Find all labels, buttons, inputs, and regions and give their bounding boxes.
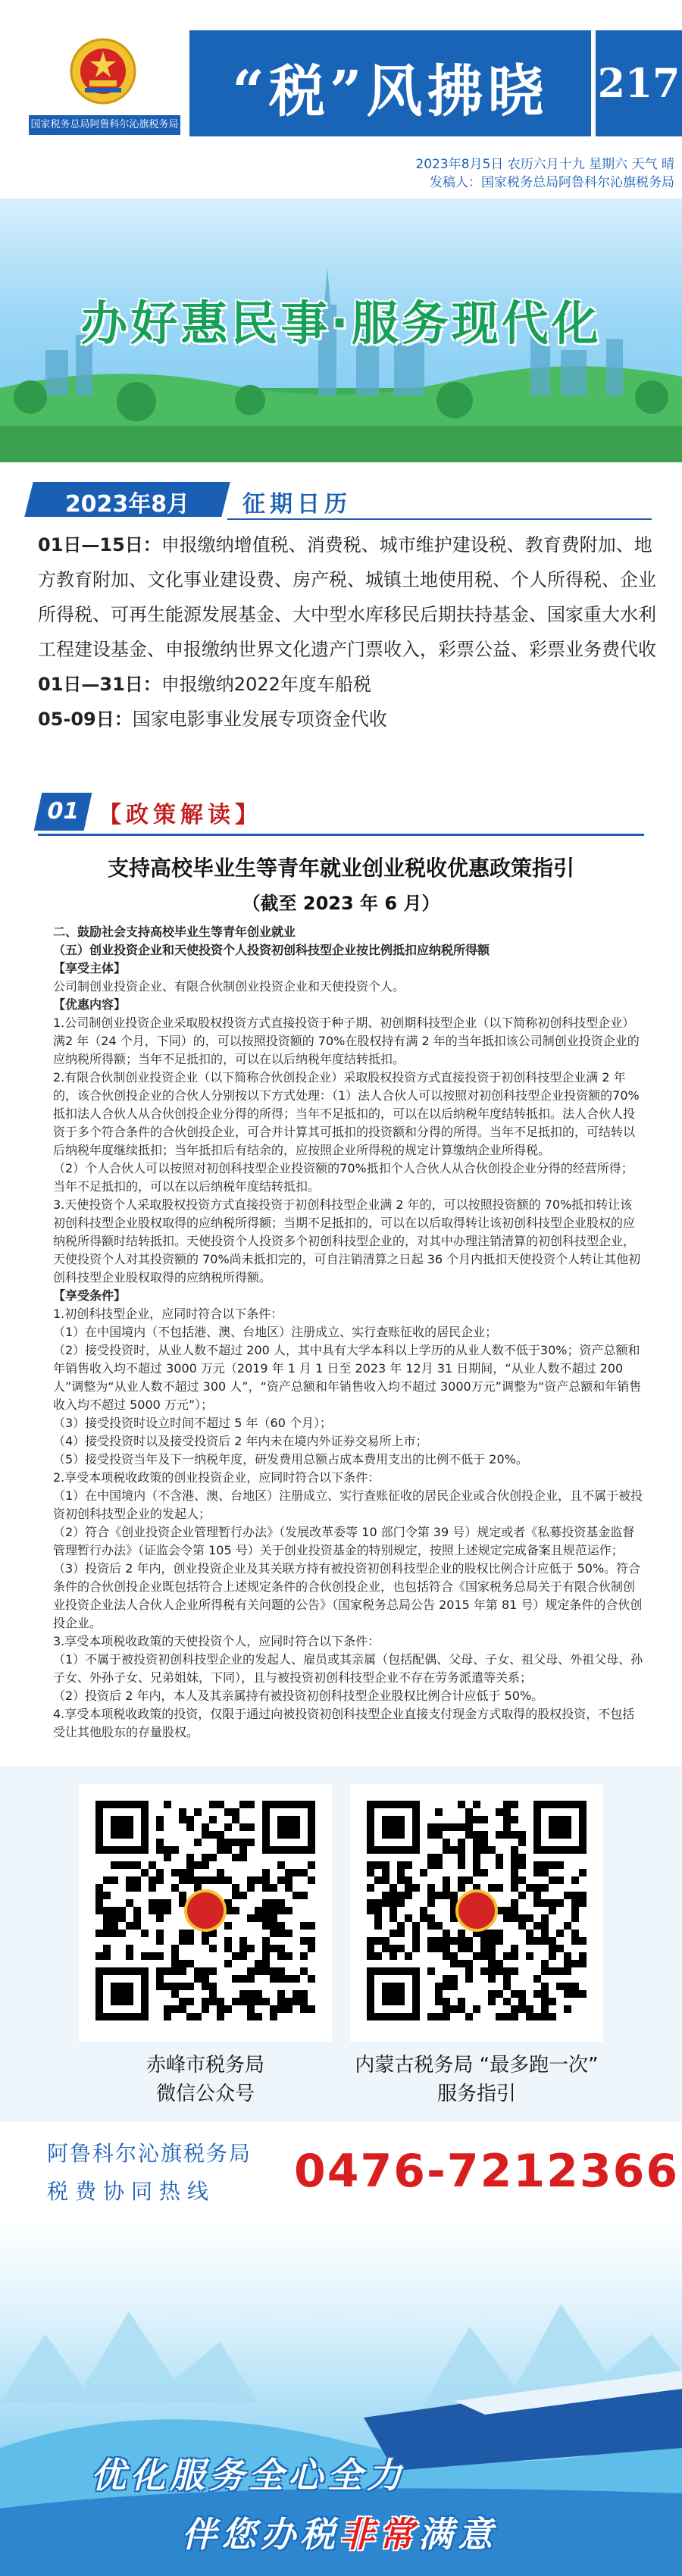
- calendar-divider: [227, 518, 652, 520]
- calendar-item-text: 申报缴纳增值税、消费税、城市维护建设税、教育费附加、地方教育附加、文化事业建设费、房产税、城镇土地使用税、个人所得税、企业所得税、可再生能源发展基金、大中型水库移民后期扶持基金、国家重大水利工程建设基金、申报缴纳世界文化遗产门票收入，彩票公益、彩票业务费代收: [38, 534, 656, 660]
- banner: [0, 199, 682, 462]
- section-divider: [38, 834, 644, 836]
- slogan-part-highlight: 非常: [339, 2514, 418, 2555]
- doc-paragraph: （2）符合《创业投资企业管理暂行办法》（发展改革委等 10 部门令第 39 号）规定或者《私募投资基金监督管理暂行办法》（证监会令第 105 号）关于创业投资基金的特别规定，按照上述规定完成备案且规范运作；: [53, 1525, 635, 1557]
- banner-slogan: 办好惠民事·服务现代化: [80, 296, 602, 351]
- doc-heading: 二、鼓励社会支持高校毕业生等青年创业就业: [53, 925, 296, 939]
- calendar-item-text: 国家电影事业发展专项资金代收: [132, 709, 387, 730]
- calendar-title: 征期日历: [242, 491, 352, 518]
- slogan-part: 满意: [418, 2514, 497, 2555]
- qr-caption-line: 服务指引: [436, 2083, 516, 2105]
- doc-paragraph: （4）接受投资时以及接受投资后 2 年内未在境内外证券交易所上市；: [53, 1434, 428, 1448]
- title-box: [189, 30, 591, 136]
- doc-paragraph: 2.有限合伙制创业投资企业（以下简称合伙创投企业）采取股权投资方式直接投资于初创科技型企业满 2 年的，该合伙创投企业的合伙人分别按以下方式处理：（1）法人合伙人可以按照对初创科技型企业投资额的70%抵扣法人合伙人从合伙创投企业分得的所得；当年不足抵扣的，可以在以后纳税年度结转抵扣。法人合伙人投资于多个符合条件的合伙创投企业，可合并计算其可抵扣的投资额和分得的所得。当年不足抵扣的，可结转以后纳税年度继续抵扣；当年抵扣后有结余的，应按照企业所得税的规定计算缴纳企业所得税。: [53, 1070, 640, 1157]
- doc-heading: 【优惠内容】: [53, 997, 127, 1012]
- doc-paragraph: （2）投资后 2 年内，本人及其亲属持有被投资初创科技型企业股权比例合计应低于 50%。: [53, 1689, 544, 1703]
- qr-code-wechat[interactable]: [79, 1784, 332, 2042]
- doc-heading: 【享受主体】: [53, 961, 127, 975]
- doc-paragraph: 1.初创科技型企业，应同时符合以下条件：: [53, 1307, 283, 1321]
- qr-caption-line: 赤峰市税务局: [145, 2054, 264, 2077]
- hotline-phone[interactable]: 0476-7212366: [294, 2145, 680, 2198]
- newsletter-title: “税”风拂晓: [232, 59, 549, 124]
- qr-code-service-guide[interactable]: [350, 1784, 603, 2042]
- doc-paragraph: （5）接受投资当年及下一纳税年度，研发费用总额占成本费用支出的比例不低于 20%。: [53, 1452, 528, 1466]
- org-band: 国家税务总局阿鲁科尔沁旗税务局: [29, 115, 180, 135]
- doc-paragraph: （1）在中国境内（不包括港、澳、台地区）注册成立、实行查账征收的居民企业；: [53, 1325, 498, 1339]
- doc-paragraph: （3）接受投资时设立时间不超过 5 年（60 个月）；: [53, 1416, 332, 1430]
- doc-paragraph: （2）接受投资时，从业人数不超过 200 人，其中具有大学本科以上学历的从业人数不低于30%；资产总额和年销售收入均不超过 3000 万元（2019 年 1 月 1 日至 2023 年 12月 31 日期间，“从业人数不超过 200 人”调整为“从业人数不超过 300 人”，“资产总额和年销售收入均不超过 3000万元”调整为“资产总额和年销售收入均不超过 5000 万元”）；: [53, 1343, 642, 1412]
- qr-caption-line: 内蒙古税务局 “最多跑一次”: [355, 2054, 599, 2077]
- footer-slogan-2: [182, 2507, 497, 2557]
- doc-heading: （五）创业投资企业和天使投资个人投资初创科技型企业按比例抵扣应纳税所得额: [53, 943, 490, 957]
- issue-box: [596, 30, 682, 136]
- calendar-item: [38, 527, 659, 667]
- publisher-line: 发稿人：国家税务总局阿鲁科尔沁旗税务局: [430, 175, 674, 190]
- doc-heading: 【享受条件】: [53, 1288, 127, 1303]
- qr-caption-wechat: [79, 2051, 332, 2108]
- issue-number: 217: [597, 61, 680, 107]
- section-title: 【政策解读】: [99, 802, 262, 828]
- qr-code-icon: [79, 1784, 332, 2042]
- doc-subtitle: （截至 2023 年 6 月）: [242, 893, 440, 914]
- date-line: 2023年8月5日 农历六月十九 星期六 天气 晴: [415, 157, 674, 172]
- calendar-item: [38, 702, 659, 737]
- doc-paragraph: 3.享受本项税收政策的天使投资个人，应同时符合以下条件：: [53, 1634, 380, 1648]
- calendar-item: [38, 667, 659, 702]
- doc-paragraph: （1）在中国境内（不含港、澳、台地区）注册成立、实行查账征收的居民企业或合伙创投企业，且不属于被投资初创科技型企业的发起人；: [53, 1488, 643, 1521]
- calendar-month: 2023年8月: [64, 491, 190, 518]
- doc-paragraph: （1）不属于被投资初创科技型企业的发起人、雇员或其亲属（包括配偶、父母、子女、祖父母、外祖父母、孙子女、外孙子女、兄弟姐妹，下同），且与被投资初创科技型企业不存在劳务派遣等关系；: [53, 1652, 643, 1685]
- doc-paragraph: 2.享受本项税收政策的创业投资企业，应同时符合以下条件：: [53, 1470, 380, 1485]
- doc-paragraph: 公司制创业投资企业、有限合伙制创业投资企业和天使投资个人。: [53, 979, 405, 994]
- calendar-item-text: 申报缴纳2022年度车船税: [161, 674, 371, 695]
- slogan-part: 伴您办税: [182, 2514, 339, 2555]
- qr-caption-line: 微信公众号: [155, 2083, 255, 2105]
- footer-slogan-1: 优化服务全心全力: [91, 2455, 406, 2496]
- hotline-label: 税费协同热线: [47, 2179, 216, 2204]
- doc-title: 支持高校毕业生等青年就业创业税收优惠政策指引: [107, 856, 574, 881]
- doc-paragraph: （2）个人合伙人可以按照对初创科技型企业投资额的70%抵扣个人合伙人从合伙创投企业分得的经营所得；当年不足抵扣的，可以在以后纳税年度结转抵扣。: [53, 1161, 634, 1194]
- section-number: 01: [34, 793, 92, 831]
- qr-caption-service-guide: [350, 2051, 603, 2108]
- doc-paragraph: （3）投资后 2 年内，创业投资企业及其关联方持有被投资初创科技型企业的股权比例合计应低于 50%。符合条件的合伙创投企业既包括符合上述规定条件的合伙创投企业，也包括符合《国家税务总局关于有限合伙制创业投资企业法人合伙人企业所得税有关问题的公告》（国家税务总局公告 2015 年第 81 号）规定条件的合伙创投企业。: [53, 1561, 643, 1630]
- doc-paragraph: 4.享受本项税收政策的投资，仅限于通过向被投资初创科技型企业直接支付现金方式取得的股权投资，不包括受让其他股东的存量股权。: [53, 1707, 635, 1739]
- calendar-item-range: 05-09日：: [38, 709, 133, 730]
- tax-emblem-icon: [68, 36, 138, 106]
- calendar-list: [38, 527, 659, 755]
- doc-paragraph: 1.公司制创业投资企业采取股权投资方式直接投资于种子期、初创期科技型企业（以下简称初创科技型企业）满2 年（24 个月，下同）的，可以按照投资额的 70%在股权持有满 2 年的当年抵扣该公司制创业投资企业的应纳税所得额；当年不足抵扣的，可以在以后纳税年度结转抵扣。: [53, 1016, 640, 1066]
- doc-paragraph: 3.天使投资个人采取股权投资方式直接投资于初创科技型企业满 2 年的，可以按照投资额的 70%抵扣转让该初创科技型企业股权取得的应纳税所得额；当期不足抵扣的，可以在以后取得转让该初创科技型企业股权的应纳税所得额时结转抵扣。天使投资个人投资多个初创科技型企业的，对其中办理注销清算的初创科技型企业，天使投资个人对其投资额的 70%尚未抵扣完的，可自注销清算之日起 36 个月内抵扣天使投资个人转让其他初创科技型企业股权取得的应纳税所得额。: [53, 1197, 641, 1285]
- calendar-item-range: 01日—31日：: [38, 674, 161, 695]
- hotline-org: 阿鲁科尔沁旗税务局: [47, 2141, 252, 2166]
- doc-body: [53, 923, 644, 1742]
- qr-code-icon: [350, 1784, 603, 2042]
- calendar-item-range: 01日—15日：: [38, 534, 161, 556]
- section-header: [38, 793, 644, 835]
